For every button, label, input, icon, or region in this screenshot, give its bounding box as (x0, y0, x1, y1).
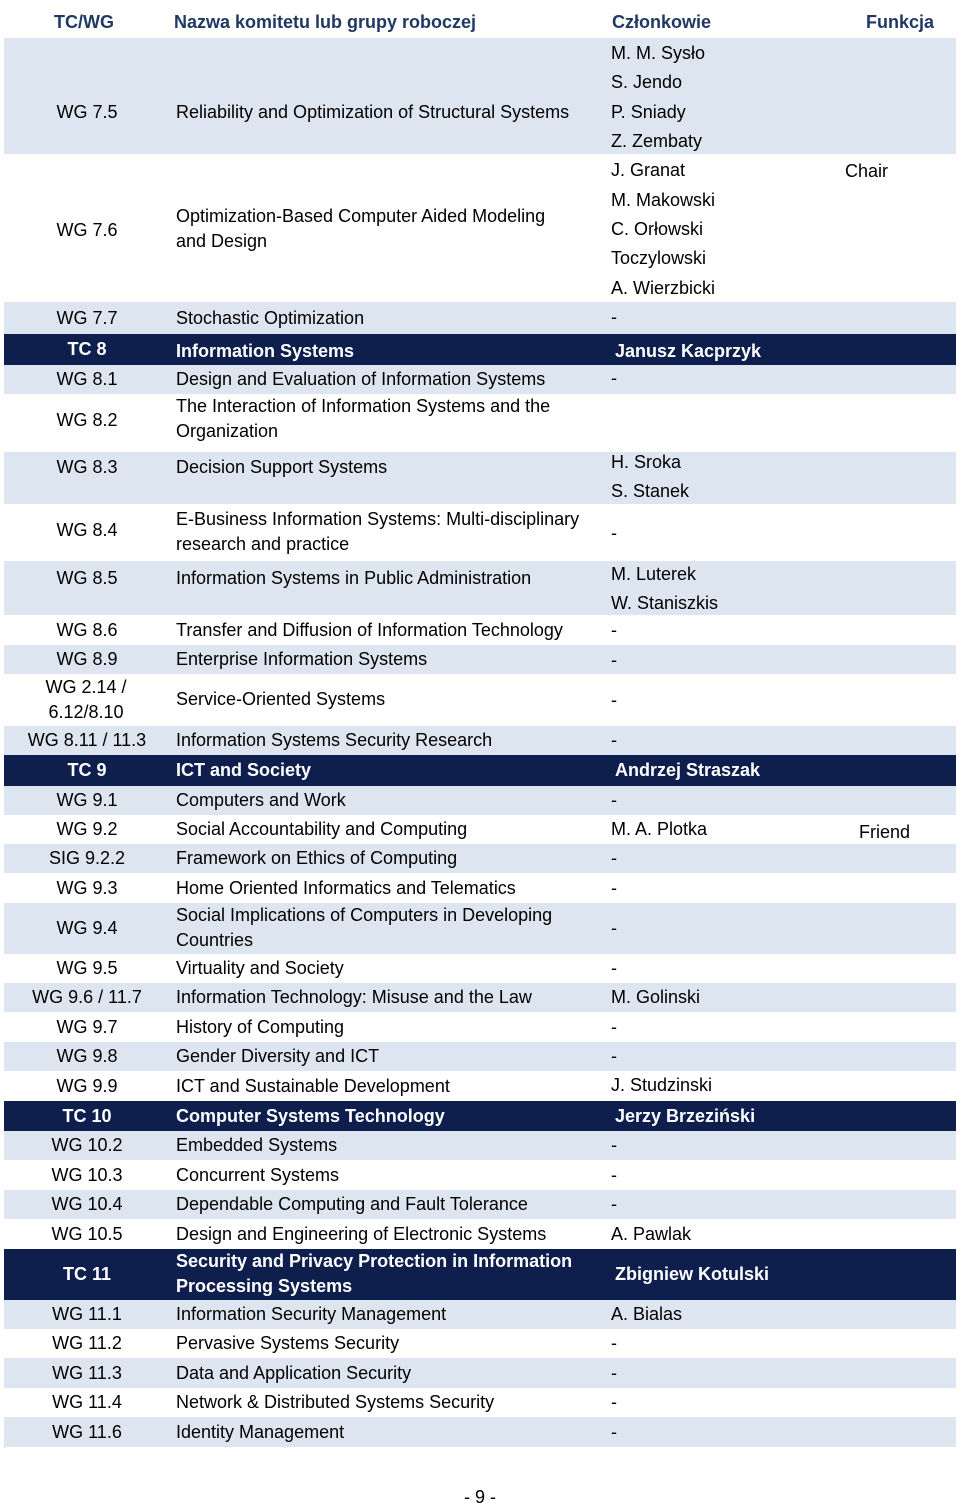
member-name: M. A. Plotka (611, 819, 708, 839)
row-name: Computers and Work (176, 790, 346, 810)
row-wg-9-5 (4, 954, 956, 983)
row-name: Information Systems (176, 341, 355, 361)
row-wg-9-9 (4, 1071, 956, 1101)
row-wg-9-3 (4, 873, 956, 903)
member-name: - (611, 1017, 617, 1037)
row-name: Computer Systems Technology (176, 1106, 445, 1126)
row-name: Social Implications of Computers in Developing Countries (176, 905, 553, 950)
row-name: Embedded Systems (176, 1135, 338, 1155)
member-name: Z. Zembaty (611, 131, 703, 151)
row-code: WG 11.2 (52, 1333, 122, 1353)
row-name: Dependable Computing and Fault Tolerance (176, 1194, 528, 1214)
member-name: P. Sniady (611, 102, 686, 122)
row-wg-9-6 (4, 983, 956, 1012)
row-wg-8-11 (4, 726, 956, 755)
header-tc-wg: TC/WG (54, 12, 114, 32)
row-wg-8-1 (4, 365, 956, 394)
row-wg-9-4 (4, 903, 956, 954)
row-name: Information Technology: Misuse and the Law (176, 987, 532, 1007)
row-name: Reliability and Optimization of Structural Systems (176, 102, 570, 122)
row-wg-2-14 (4, 674, 956, 726)
member-name: - (611, 790, 617, 810)
row-wg-8-2 (4, 394, 956, 452)
row-name: Security and Privacy Protection in Information Processing Systems (176, 1251, 573, 1296)
row-code: WG 9.4 (56, 918, 118, 938)
row-name: Pervasive Systems Security (176, 1333, 400, 1353)
member-name: - (611, 848, 617, 868)
row-name: Virtuality and Society (176, 958, 344, 978)
row-name: The Interaction of Information Systems and the Organization (176, 396, 551, 441)
row-wg-8-9 (4, 645, 956, 674)
member-name: - (611, 1392, 617, 1412)
row-name: Transfer and Diffusion of Information Technology (176, 620, 563, 640)
header-committee-name: Nazwa komitetu lub grupy roboczej (174, 12, 477, 32)
row-name: Design and Engineering of Electronic Systems (176, 1224, 547, 1244)
row-code: WG 9.3 (56, 878, 118, 898)
member-name: - (611, 368, 617, 388)
row-name: ICT and Society (176, 760, 312, 780)
row-wg-11-4 (4, 1388, 956, 1417)
row-code: WG 10.5 (51, 1224, 123, 1244)
header-members: Członkowie (612, 12, 712, 32)
member-name: H. Sroka (611, 452, 682, 472)
row-code: WG 11.1 (52, 1304, 122, 1324)
row-code: WG 8.6 (56, 620, 118, 640)
tc-chair-name: Andrzej Straszak (615, 760, 761, 780)
row-name: Social Accountability and Computing (176, 819, 468, 839)
row-name: Network & Distributed Systems Security (176, 1392, 495, 1412)
member-name: - (611, 958, 617, 978)
member-name: - (611, 307, 617, 327)
function-friend: Friend (859, 822, 911, 842)
row-code: WG 7.5 (56, 102, 118, 122)
row-tc-8 (4, 334, 956, 365)
row-name: Design and Evaluation of Information Systems (176, 369, 546, 389)
row-name: E-Business Information Systems: Multi-disciplinary research and practice (176, 509, 580, 554)
row-tc-9 (4, 755, 956, 786)
row-name: Home Oriented Informatics and Telematics (176, 878, 516, 898)
member-name: M. M. Sysło (611, 43, 706, 63)
row-wg-9-8 (4, 1042, 956, 1071)
row-code: WG 2.14 / 6.12/8.10 (45, 677, 127, 722)
row-name: Framework on Ethics of Computing (176, 848, 458, 868)
row-wg-8-6 (4, 615, 956, 645)
row-code: WG 9.7 (56, 1017, 118, 1037)
member-name: - (611, 1363, 617, 1383)
tc-chair-name: Janusz Kacprzyk (615, 341, 762, 361)
member-name: - (611, 1165, 617, 1185)
member-name: Toczylowski (611, 248, 707, 268)
row-wg-9-7 (4, 1012, 956, 1042)
row-name: ICT and Sustainable Development (176, 1076, 450, 1096)
member-name: J. Studzinski (611, 1075, 713, 1095)
member-name: A. Wierzbicki (611, 278, 716, 298)
row-code: WG 8.3 (56, 457, 118, 477)
row-wg-11-1 (4, 1300, 956, 1329)
row-code: WG 11.3 (52, 1363, 122, 1383)
member-name: S. Jendo (611, 72, 683, 92)
row-name: Information Systems in Public Administration (176, 568, 532, 588)
row-code: WG 9.2 (56, 819, 118, 839)
row-code: WG 9.9 (56, 1076, 118, 1096)
row-tc-11 (4, 1249, 956, 1300)
member-name: - (611, 1135, 617, 1155)
row-code: WG 8.1 (56, 369, 118, 389)
row-code: WG 8.9 (56, 649, 118, 669)
row-tc-10 (4, 1101, 956, 1131)
row-name: Service-Oriented Systems (176, 689, 386, 709)
row-name: Data and Application Security (176, 1363, 412, 1383)
row-wg-9-1 (4, 786, 956, 815)
member-name: - (611, 650, 617, 670)
row-name: Information Systems Security Research (176, 730, 493, 750)
function-chair: Chair (845, 161, 889, 181)
member-name: - (611, 620, 617, 640)
member-name: - (611, 523, 617, 543)
header-function: Funkcja (866, 12, 935, 32)
member-name: J. Granat (611, 160, 686, 180)
row-code: WG 11.4 (52, 1392, 122, 1412)
row-code: WG 10.3 (51, 1165, 123, 1185)
row-sig-9-2-2 (4, 844, 956, 873)
row-code: SIG 9.2.2 (48, 848, 126, 868)
row-code: WG 9.1 (56, 790, 118, 810)
row-code: WG 11.6 (52, 1422, 122, 1442)
row-name: Stochastic Optimization (176, 308, 365, 328)
row-code: TC 8 (67, 339, 107, 359)
member-name: - (611, 918, 617, 938)
row-wg-8-4 (4, 504, 956, 561)
row-wg-10-5 (4, 1219, 956, 1249)
member-name: - (611, 1194, 617, 1214)
row-wg-7-7 (4, 302, 956, 334)
member-name: - (611, 878, 617, 898)
member-name: A. Pawlak (611, 1224, 692, 1244)
row-wg-10-2 (4, 1131, 956, 1160)
row-name: Gender Diversity and ICT (176, 1046, 380, 1066)
member-name: C. Orłowski (611, 219, 704, 239)
row-code: WG 8.11 / 11.3 (27, 730, 147, 750)
member-name: - (611, 1333, 617, 1353)
row-wg-8-3 (4, 452, 956, 504)
row-name: Enterprise Information Systems (176, 649, 428, 669)
member-name: - (611, 1422, 617, 1442)
table-header (4, 4, 956, 39)
row-code: TC 9 (67, 760, 107, 780)
row-code: WG 10.4 (51, 1194, 123, 1214)
row-name: Optimization-Based Computer Aided Modeling and Design (176, 206, 546, 251)
member-name: A. Bialas (611, 1304, 683, 1324)
row-wg-11-2 (4, 1329, 956, 1358)
row-code: WG 8.2 (56, 410, 118, 430)
row-code: WG 9.6 / 11.7 (32, 987, 142, 1007)
row-code: WG 9.8 (56, 1046, 118, 1066)
member-name: S. Stanek (611, 481, 690, 501)
row-wg-10-3 (4, 1160, 956, 1190)
row-name: History of Computing (176, 1017, 345, 1037)
row-code: WG 7.7 (56, 308, 118, 328)
row-wg-8-5 (4, 561, 956, 615)
page-number: - 9 - (463, 1487, 496, 1507)
row-code: WG 8.5 (56, 568, 118, 588)
member-name: M. Makowski (611, 190, 716, 210)
row-code: WG 8.4 (56, 520, 118, 540)
row-code: WG 7.6 (56, 220, 118, 240)
tc-chair-name: Zbigniew Kotulski (615, 1264, 770, 1284)
row-code: WG 10.2 (51, 1135, 123, 1155)
row-wg-7-6 (4, 154, 956, 302)
member-name: M. Luterek (611, 564, 697, 584)
row-code: TC 11 (62, 1264, 112, 1284)
member-name: M. Golinski (611, 987, 701, 1007)
row-wg-11-6 (4, 1417, 956, 1447)
member-name: W. Staniszkis (611, 593, 719, 613)
member-name: - (611, 690, 617, 710)
row-wg-9-2 (4, 815, 956, 844)
row-name: Concurrent Systems (176, 1165, 340, 1185)
row-wg-11-3 (4, 1358, 956, 1388)
member-name: - (611, 730, 617, 750)
row-name: Decision Support Systems (176, 457, 388, 477)
row-name: Information Security Management (176, 1304, 447, 1324)
tc-chair-name: Jerzy Brzeziński (615, 1106, 756, 1126)
row-code: TC 10 (62, 1106, 112, 1126)
row-code: WG 9.5 (56, 958, 118, 978)
member-name: - (611, 1046, 617, 1066)
row-name: Identity Management (176, 1422, 345, 1442)
row-wg-10-4 (4, 1190, 956, 1219)
